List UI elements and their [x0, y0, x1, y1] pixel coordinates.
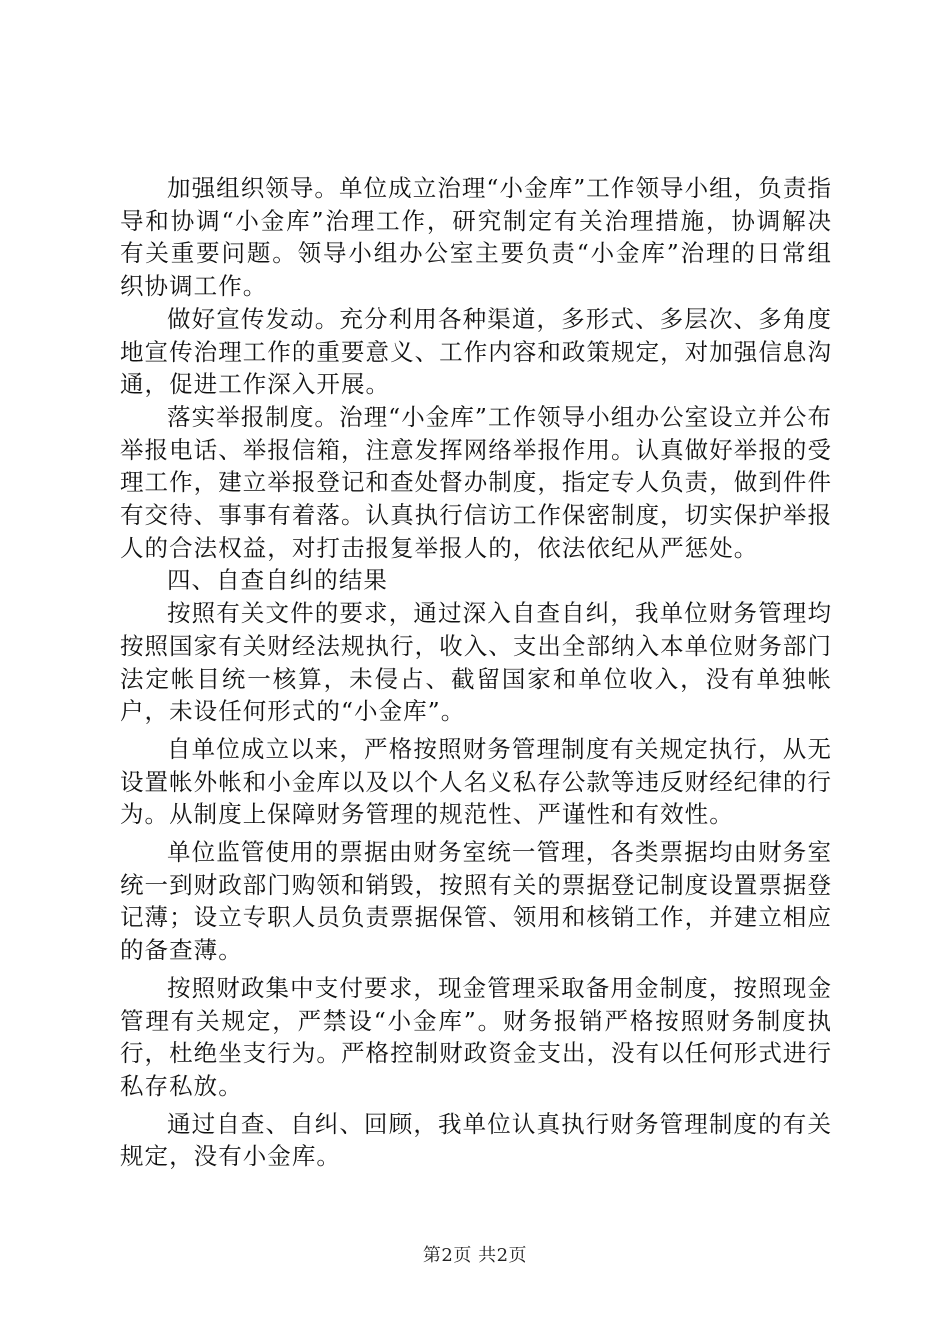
paragraph-conclusion: 通过自查、自纠、回顾，我单位认真执行财务管理制度的有关规定，没有小金库。 — [120, 1109, 832, 1171]
page-number-footer: 第2页 共2页 — [422, 1245, 528, 1266]
paragraph-cash-management: 按照财政集中支付要求，现金管理采取备用金制度，按照现金管理有关规定，严禁设“小金库”。财务报销严格按照财务制度执行，杜绝坐支行为。严格控制财政资金支出，没有以任何形式进行私存私放。 — [120, 973, 832, 1100]
paragraph-reporting-system: 落实举报制度。治理“小金库”工作领导小组办公室设立并公布举报电话、举报信箱，注意发挥网络举报作用。认真做好举报的受理工作，建立举报登记和查处督办制度，指定专人负责，做到件件有交待、事事有着落。认真执行信访工作保密制度，切实保护举报人的合法权益，对打击报复举报人的，依法依纪从严惩处。 — [120, 402, 832, 562]
paragraph-since-establishment: 自单位成立以来，严格按照财务管理制度有关规定执行，从无设置帐外帐和小金库以及以个人名义私存公款等违反财经纪律的行为。从制度上保障财务管理的规范性、严谨性和有效性。 — [120, 734, 832, 829]
document-body — [120, 172, 832, 1173]
paragraph-bill-management: 单位监管使用的票据由财务室统一管理，各类票据均由财务室统一到财政部门购领和销毁，按照有关的票据登记制度设置票据登记薄；设立专职人员负责票据保管、领用和核销工作，并建立相应的备查薄。 — [120, 838, 832, 965]
paragraph-organization-leadership: 加强组织领导。单位成立治理“小金库”工作领导小组，负责指导和协调“小金库”治理工作，研究制定有关治理措施，协调解决有关重要问题。领导小组办公室主要负责“小金库”治理的日常组织协调工作。 — [120, 174, 832, 301]
paragraph-publicity: 做好宣传发动。充分利用各种渠道，多形式、多层次、多角度地宣传治理工作的重要意义、工作内容和政策规定，对加强信息沟通，促进工作深入开展。 — [120, 304, 832, 399]
section-heading-self-inspection-results: 四、自查自纠的结果 — [167, 566, 388, 595]
paragraph-inspection-findings: 按照有关文件的要求，通过深入自查自纠，我单位财务管理均按照国家有关财经法规执行，收入、支出全部纳入本单位财务部门法定帐目统一核算，未侵占、截留国家和单位收入，没有单独帐户，未设任何形式的“小金库”。 — [120, 599, 832, 726]
